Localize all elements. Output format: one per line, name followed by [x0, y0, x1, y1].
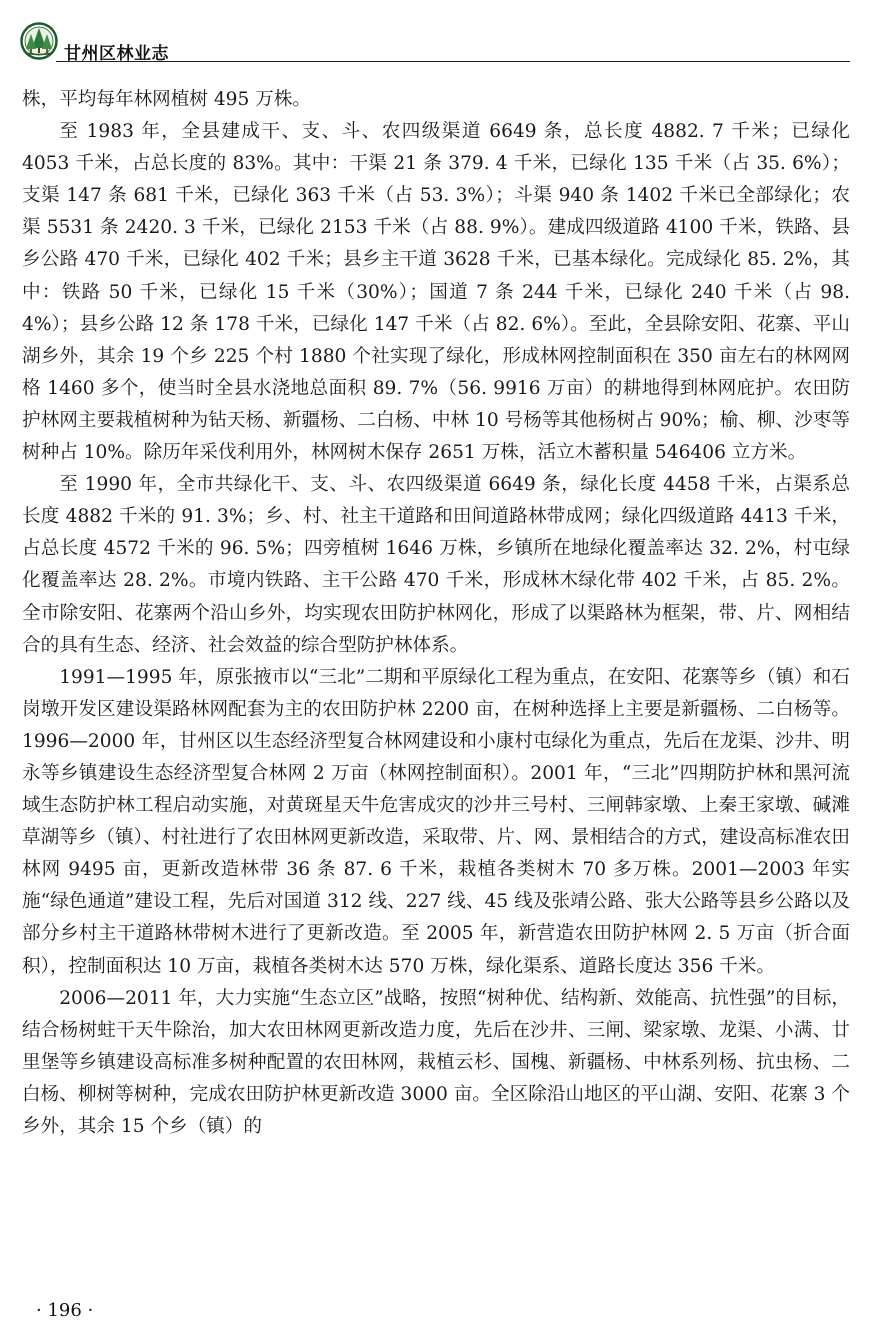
- main-text: [22, 84, 850, 1143]
- header-divider: [56, 61, 850, 62]
- paragraph-1983: 至 1983 年，全县建成干、支、斗、农四级渠道 6649 条，总长度 4882. 7 千米；已绿化 4053 千米，占总长度的 83%。其中：干渠 21 条 379. 4 千米，已绿化 135 千米（占 35. 6%）；支渠 147 条 681 千米，已绿化 363 千米（占 53. 3%）；斗渠 940 条 1402 千米已全部绿化；农渠 5531 条 2420. 3 千米，已绿化 2153 千米（占 88. 9%）。建成四级道路 4100 千米，铁路、县乡公路 470 千米，已绿化 402 千米；县乡主干道 3628 千米，已基本绿化。完成绿化 85. 2%，其中：铁路 50 千米，已绿化 15 千米（30%）；国道 7 条 244 千米，已绿化 240 千米（占 98. 4%）；县乡公路 12 条 178 千米，已绿化 147 千米（占 82. 6%）。至此，全县除安阳、花寨、平山湖乡外，其余 19 个乡 225 个村 1880 个社实现了绿化，形成林网控制面积在 350 亩左右的林网网格 1460 多个，使当时全县水浇地总面积 89. 7%（56. 9916 万亩）的耕地得到林网庇护。农田防护林网主要栽植树种为钻天杨、新疆杨、二白杨、中林 10 号杨等其他杨树占 90%；榆、柳、沙枣等树种占 10%。除历年采伐利用外，林网树木保存 2651 万株，活立木蓄积量 546406 立方米。: [22, 121, 850, 464]
- page-header: [20, 22, 850, 62]
- paragraph-1990: 至 1990 年，全市共绿化干、支、斗、农四级渠道 6649 条，绿化长度 4458 千米，占渠系总长度 4882 千米的 91. 3%；乡、村、社主干道路和田间道路林带成网；绿化四级道路 4413 千米，占总长度 4572 千米的 96. 5%；四旁植树 1646 万株，乡镇所在地绿化覆盖率达 32. 2%，村屯绿化覆盖率达 28. 2%。市境内铁路、主干公路 470 千米，形成林木绿化带 402 千米，占 85. 2%。全市除安阳、花寨两个沿山乡外，均实现农田防护林网化，形成了以渠路林为框架，带、片、网相结合的具有生态、经济、社会效益的综合型防护林体系。: [22, 474, 850, 656]
- book-title: 甘州区林业志: [64, 44, 169, 64]
- page-number: · 196 ·: [36, 1300, 94, 1321]
- paragraph-continuation: 株，平均每年林网植树 495 万株。: [22, 89, 312, 110]
- paragraph-2006-2011: 2006—2011 年，大力实施“生态立区”战略，按照“树种优、结构新、效能高、抗性强”的目标，结合杨树蛀干天牛除治，加大农田林网更新改造力度，先后在沙井、三闸、梁家墩、龙渠、小满、廿里堡等乡镇建设高标准多树种配置的农田林网，栽植云杉、国槐、新疆杨、中林系列杨、抗虫杨、二白杨、柳树等树种，完成农田防护林更新改造 3000 亩。全区除沿山地区的平山湖、安阳、花寨 3 个乡外，其余 15 个乡（镇）的: [22, 987, 850, 1137]
- forest-emblem-icon: [20, 22, 58, 60]
- paragraph-1991-2005: 1991—1995 年，原张掖市以“三北”二期和平原绿化工程为重点，在安阳、花寨等乡（镇）和石岗墩开发区建设渠路林网配套为主的农田防护林 2200 亩，在树种选择上主要是新疆杨、二白杨等。1996—2000 年，甘州区以生态经济型复合林网建设和小康村屯绿化为重点，先后在龙渠、沙井、明永等乡镇建设生态经济型复合林网 2 万亩（林网控制面积）。2001 年，“三北”四期防护林和黑河流域生态防护林工程启动实施，对黄斑星天牛危害成灾的沙井三号村、三闸韩家墩、上秦王家墩、碱滩草湖等乡（镇）、村社进行了农田林网更新改造，采取带、片、网、景相结合的方式，建设高标准农田林网 9495 亩，更新改造林带 36 条 87. 6 千米，栽植各类树木 70 多万株。2001—2003 年实施“绿色通道”建设工程，先后对国道 312 线、227 线、45 线及张靖公路、张大公路等县乡公路以及部分乡村主干道路林带树木进行了更新改造。至 2005 年，新营造农田防护林网 2. 5 万亩（折合面积），控制面积达 10 万亩，栽植各类树木达 570 万株，绿化渠系、道路长度达 356 千米。: [22, 666, 850, 977]
